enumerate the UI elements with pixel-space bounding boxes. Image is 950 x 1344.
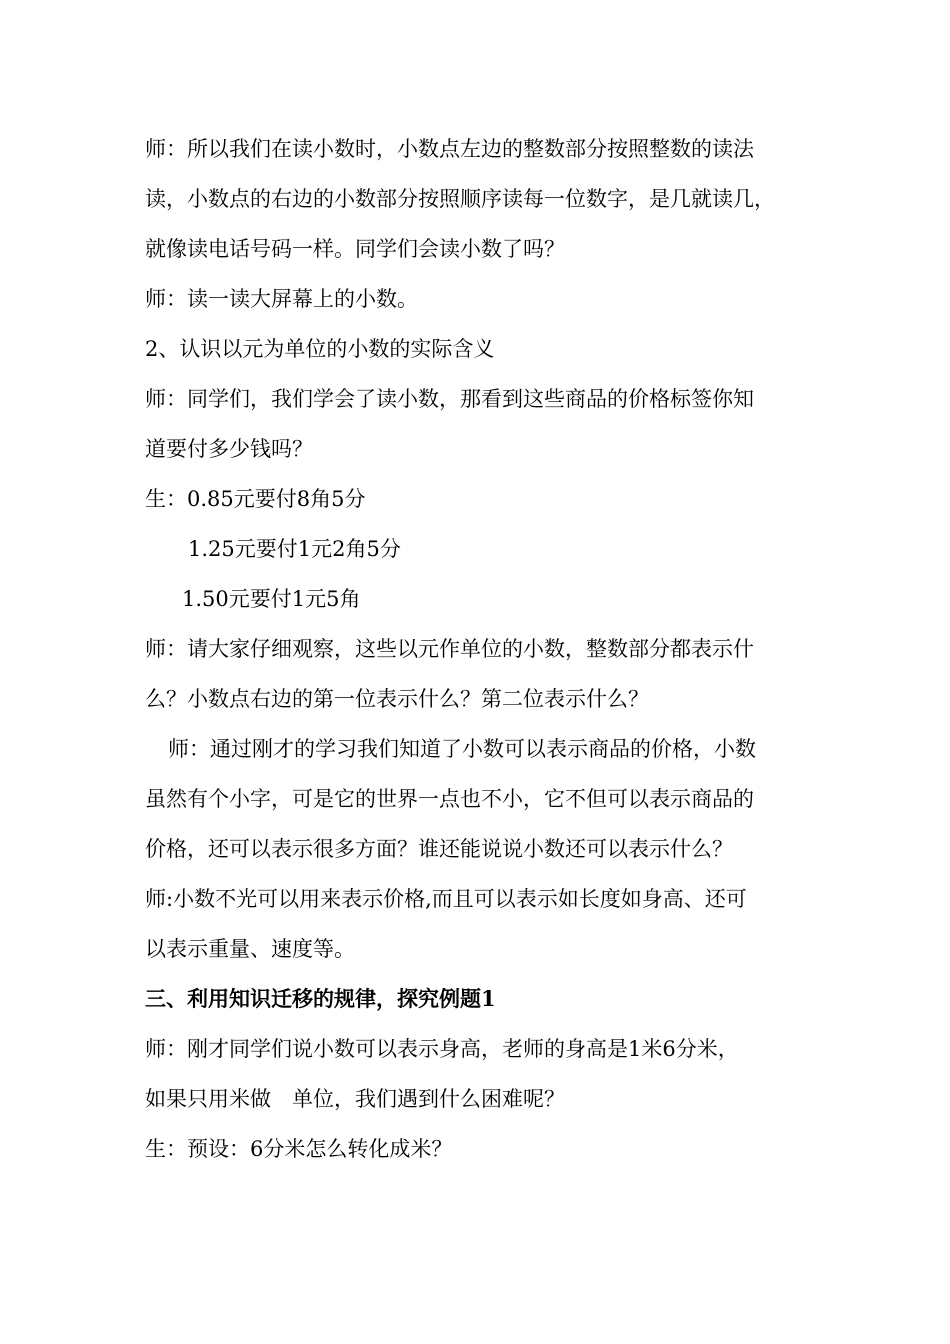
paragraph-line: 师:小数不光可以用来表示价格,而且可以表示如长度如身高、还可: [145, 887, 747, 911]
paragraph-line: 就像读电话号码一样。同学们会读小数了吗？: [145, 237, 565, 261]
paragraph-line: 师：通过刚才的学习我们知道了小数可以表示商品的价格，小数: [168, 737, 756, 761]
paragraph-line: 如果只用米做 单位，我们遇到什么困难呢？: [145, 1087, 565, 1111]
paragraph-line: 么？小数点右边的第一位表示什么？第二位表示什么？: [145, 687, 649, 711]
paragraph-line: 生：预设：6分米怎么转化成米？: [145, 1137, 453, 1161]
paragraph-line: 师：刚才同学们说小数可以表示身高，老师的身高是1米6分米，: [145, 1037, 739, 1061]
paragraph-line: 师：读一读大屏幕上的小数。: [145, 287, 418, 311]
paragraph-line: 师：所以我们在读小数时，小数点左边的整数部分按照整数的读法: [145, 137, 754, 161]
paragraph-line: 虽然有个小字，可是它的世界一点也不小，它不但可以表示商品的: [145, 787, 754, 811]
paragraph-line: 1.25元要付1元2角5分: [188, 537, 401, 561]
paragraph-line: 生：0.85元要付8角5分: [145, 487, 366, 511]
paragraph-line: 读，小数点的右边的小数部分按照顺序读每一位数字，是几就读几，: [145, 187, 775, 211]
paragraph-line: 师：请大家仔细观察，这些以元作单位的小数，整数部分都表示什: [145, 637, 754, 661]
section-heading: 2、认识以元为单位的小数的实际含义: [145, 337, 495, 361]
paragraph-line: 师：同学们，我们学会了读小数，那看到这些商品的价格标签你知: [145, 387, 754, 411]
paragraph-line: 以表示重量、速度等。: [145, 937, 355, 961]
section-heading: 三、利用知识迁移的规律，探究例题1: [145, 986, 496, 1011]
paragraph-line: 1.50元要付1元5角: [182, 587, 361, 611]
paragraph-line: 价格，还可以表示很多方面？谁还能说说小数还可以表示什么？: [145, 837, 733, 861]
paragraph-line: 道要付多少钱吗？: [145, 437, 313, 461]
